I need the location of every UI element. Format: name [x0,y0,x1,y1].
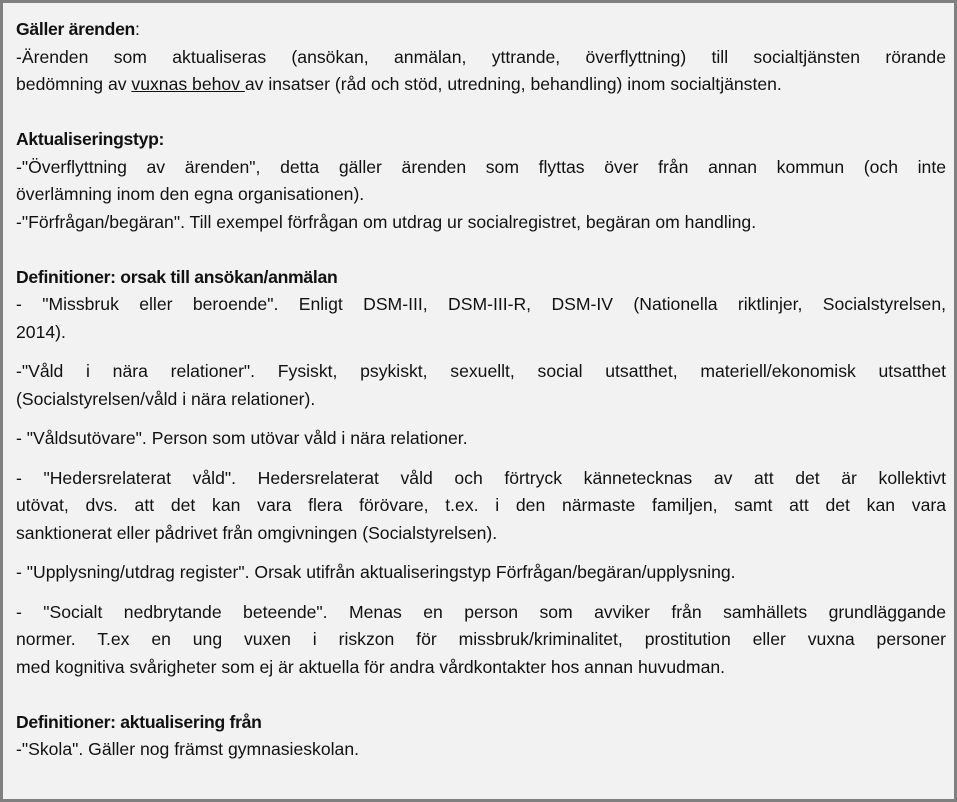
section-heading-aktualiseringstyp: Aktualiseringstyp: [16,129,165,149]
spacer [16,413,946,425]
section-heading-orsak: Definitioner: orsak till ansökan/anmälan [16,266,338,287]
galler-line-1: -Ärenden som aktualiseras (ansökan, anmälan, yttrande, överflyttning) till socialtjänsten rörande [16,46,946,67]
aktualiseringstyp-line-1: -"Överflyttning av ärenden", detta gäller ärenden som flyttas över från annan kommun (och inte [16,156,946,177]
galler-line-2-post: av insatser (råd och stöd, utredning, behandling) inom socialtjänsten. [244,74,782,94]
spacer [16,587,946,599]
heading-galler-text: Gäller ärenden [16,19,136,39]
spacer [16,346,946,358]
upplysning-line-1: - "Upplysning/utdrag register". Orsak utifrån aktualiseringstyp Förfrågan/begäran/upplysning. [16,562,736,582]
galler-line-2-pre: bedömning av [16,74,132,94]
paragraph-socialt [16,599,946,682]
spacer [16,236,946,264]
socialt-line-2: normer. T.ex en ung vuxen i riskzon för missbruk/kriminalitet, prostitution eller vuxna personer [16,629,946,649]
paragraph-vald [16,358,946,413]
spacer [16,681,946,709]
aktualiseringstyp-line-2: överlämning inom den egna organisationen). [16,184,365,204]
missbruk-line-1: - "Missbruk eller beroende". Enligt DSM-III, DSM-III-R, DSM-IV (Nationella riktlinjer, Socialstyrelsen, [16,294,946,314]
document-content [16,16,946,764]
paragraph-valdsutovare [16,425,946,453]
spacer [16,99,946,127]
spacer [16,547,946,559]
valdsutovare-line-1: - "Våldsutövare". Person som utövar våld i nära relationer. [16,428,468,448]
spacer [16,453,946,465]
section-heading-aktualisering-fran: Definitioner: aktualisering från [16,711,262,732]
heders-line-2: utövat, dvs. att det kan vara flera förövare, t.ex. i den närmaste familjen, samt att det kan vara [16,495,946,515]
heders-line-3: sanktionerat eller pådrivet från omgivningen (Socialstyrelsen). [16,522,498,543]
aktualisering-fran-line-1: -"Skola". Gäller nog främst gymnasieskolan. [16,739,360,759]
vald-line-2: (Socialstyrelsen/våld i nära relationer). [16,388,316,409]
paragraph-upplysning [16,559,946,587]
heders-line-1: - "Hedersrelaterat våld". Hedersrelaterat våld och förtryck kännetecknas av att det är kollektivt [16,467,946,488]
galler-underlined-text: vuxnas behov [131,74,245,94]
heading-galler-colon: : [135,19,140,39]
socialt-line-3: med kognitiva svårigheter som ej är aktuella för andra vårdkontakter hos annan huvudman. [16,656,726,677]
paragraph-missbruk [16,291,946,346]
missbruk-line-2: 2014). [16,321,66,342]
galler-line-2 [16,71,946,99]
aktualiseringstyp-line-3: -"Förfrågan/begäran". Till exempel förfrågan om utdrag ur socialregistret, begäran om handling. [16,211,757,232]
vald-line-1: -"Våld i nära relationer". Fysiskt, psykiskt, sexuellt, social utsatthet, materiell/ekonomisk utsatthet [16,361,946,381]
paragraph-heders [16,465,946,548]
socialt-line-1: - "Socialt nedbrytande beteende". Menas en person som avviker från samhällets grundläggande [16,601,946,622]
section-heading-galler [16,16,946,44]
